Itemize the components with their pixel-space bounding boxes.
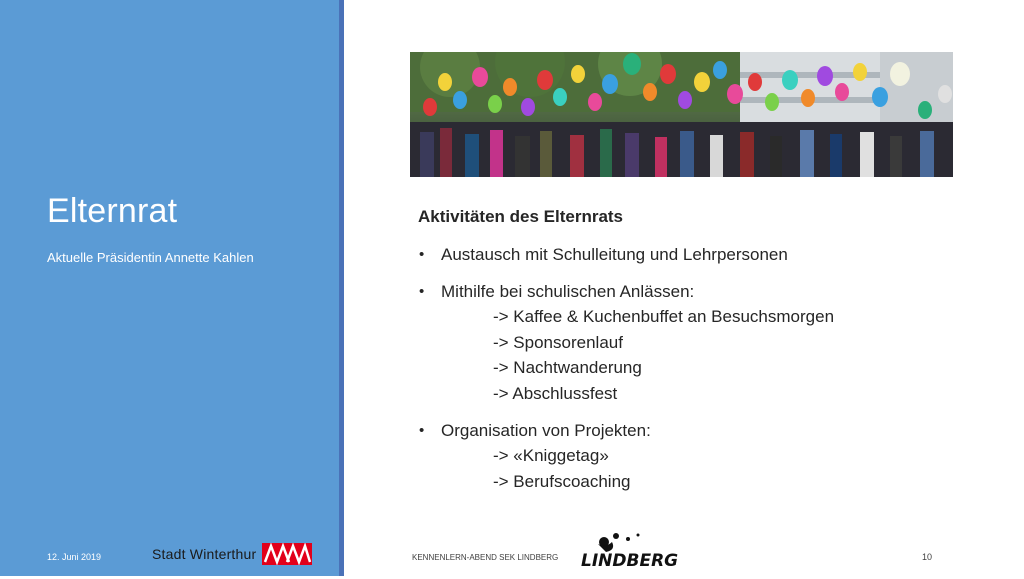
bullet-icon: •: [419, 283, 425, 300]
lindberg-logo-text: LINDBERG: [581, 551, 679, 571]
left-panel: [0, 0, 339, 576]
balloons-photo: [410, 52, 953, 177]
sub-item: -> Berufscoaching: [493, 471, 631, 491]
bullet-icon: •: [419, 422, 425, 439]
bullet-item: [418, 279, 978, 406]
balloons-photo-icon: [410, 52, 953, 177]
city-name: Stadt Winterthur: [152, 546, 257, 562]
sub-item: -> Nachtwanderung: [493, 358, 642, 377]
slide-title: Elternrat: [47, 192, 178, 230]
winterthur-crest-icon: [262, 543, 312, 565]
winterthur-logo: [152, 542, 312, 566]
footer-date: 12. Juni 2019: [47, 552, 102, 562]
panel-edge: [339, 0, 344, 576]
bullet-icon: •: [419, 246, 425, 263]
page-number: 10: [922, 552, 933, 562]
sub-item: -> Sponsorenlauf: [493, 332, 623, 352]
sub-item: -> «Kniggetag»: [493, 446, 609, 465]
lindberg-logo: [576, 530, 686, 574]
sub-item: -> Kaffee & Kuchenbuffet an Besuchsmorgen: [493, 307, 835, 326]
bullet-item: [418, 242, 978, 267]
bullet-item: [418, 418, 978, 494]
activities-content: [418, 206, 978, 506]
bullet-text: Mithilfe bei schulischen Anlässen:: [441, 282, 695, 301]
bullet-text: Austausch mit Schulleitung und Lehrpersonen: [441, 245, 788, 264]
slide-subtitle: Aktuelle Präsidentin Annette Kahlen: [47, 250, 254, 265]
sub-item: -> Abschlussfest: [493, 383, 618, 403]
bullet-text: Organisation von Projekten:: [441, 421, 651, 440]
activities-heading: Aktivitäten des Elternrats: [418, 207, 624, 226]
footer-event: KENNENLERN-ABEND SEK LINDBERG: [412, 553, 559, 562]
